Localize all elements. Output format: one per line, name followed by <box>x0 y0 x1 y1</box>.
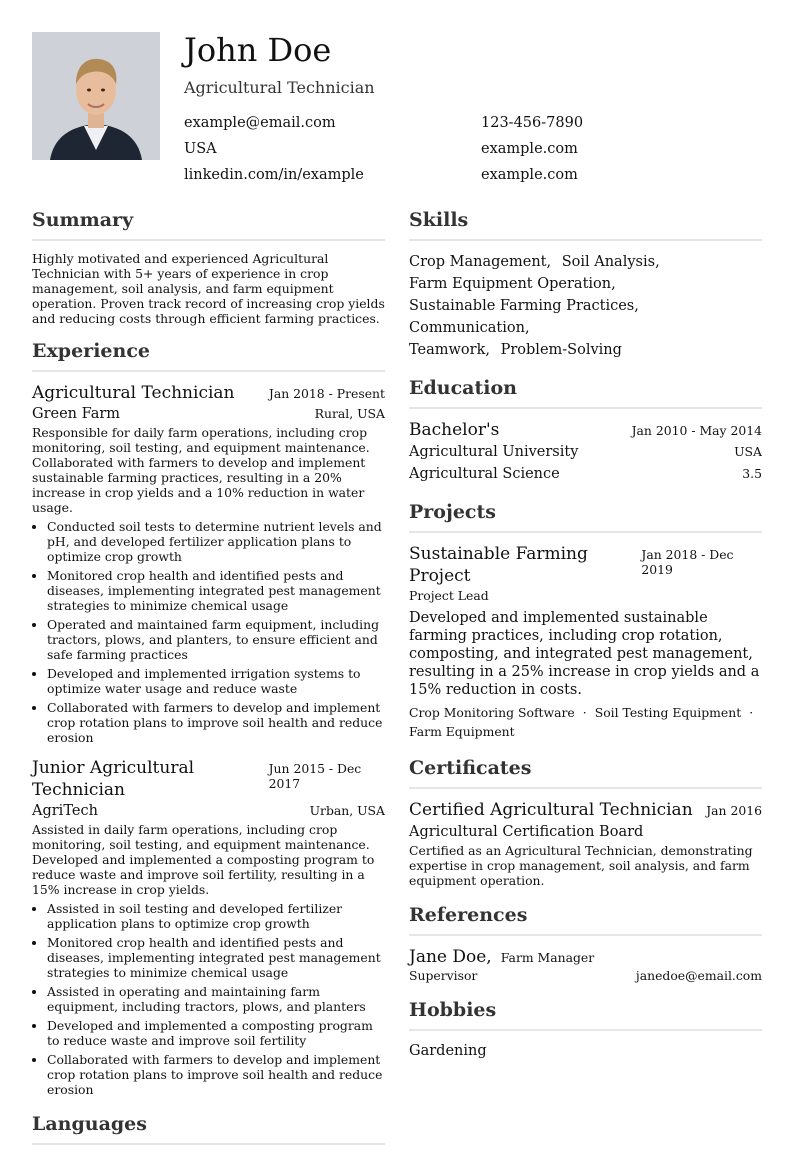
list-item: • Developed and implemented irrigation systems to optimize water usage and reduce waste <box>47 666 385 696</box>
skill-item: Crop Management, <box>409 254 552 270</box>
gpa: 3.5 <box>742 466 762 481</box>
section-heading: Experience <box>32 340 150 362</box>
job-entry <box>32 757 385 1097</box>
divider <box>32 239 385 241</box>
skill-item: Farm Equipment Operation, <box>409 276 616 292</box>
skill-item: Sustainable Farming Practices, <box>409 298 639 314</box>
profile-photo <box>32 32 160 160</box>
certificates-section <box>409 755 762 888</box>
divider <box>409 934 762 936</box>
linkedin-link[interactable]: linkedin.com/in/example <box>184 167 364 183</box>
section-heading: Summary <box>32 209 134 231</box>
languages-section <box>32 1111 385 1145</box>
reference-role: Farm Manager <box>500 950 595 965</box>
hobbies-section <box>409 997 762 1061</box>
website-link[interactable]: example.com <box>481 141 578 157</box>
hobby-item: Gardening <box>409 1043 487 1059</box>
right-column <box>409 207 762 1061</box>
job-title: Agricultural Technician <box>32 383 235 403</box>
skill-item: Communication, <box>409 320 530 336</box>
divider <box>409 787 762 789</box>
education-section <box>409 375 762 485</box>
certificate-date: Jan 2016 <box>706 803 762 818</box>
list-item: • Assisted in operating and maintaining farm equipment, including tractors, plows, and planters <box>47 984 385 1014</box>
education-date: Jan 2010 - May 2014 <box>631 423 762 438</box>
tech-item: Soil Testing Equipment <box>594 705 742 720</box>
phone[interactable]: 123-456-7890 <box>481 115 584 131</box>
left-column <box>32 207 385 1155</box>
tech-item: Farm Equipment <box>409 724 515 739</box>
divider <box>409 531 762 533</box>
divider <box>409 239 762 241</box>
person-portrait-icon <box>32 32 160 160</box>
job-location: Rural, USA <box>314 406 385 421</box>
job-location: Urban, USA <box>309 803 385 818</box>
skills-list <box>409 251 762 361</box>
field-of-study: Agricultural Science <box>409 466 560 482</box>
job-entry <box>32 382 385 745</box>
candidate-name: John Doe <box>184 31 332 69</box>
skill-item: Soil Analysis, <box>561 254 660 270</box>
job-bullets <box>32 901 385 1097</box>
divider <box>409 407 762 409</box>
list-item: • Conducted soil tests to determine nutrient levels and pH, and developed fertilizer application plans to optimize crop growth <box>47 519 385 564</box>
summary-section <box>32 207 385 326</box>
list-item: • Collaborated with farmers to develop and implement crop rotation plans to improve soil health and reduce erosion <box>47 700 385 745</box>
project-description: Developed and implemented sustainable farming practices, including crop rotation, composting, and integrated pest management, resulting in a 25% increase in crop yields and a 15% reduction in costs. <box>409 610 760 698</box>
section-heading: Skills <box>409 209 469 231</box>
section-heading: Certificates <box>409 757 532 779</box>
list-item: • Assisted in soil testing and developed fertilizer application plans to optimize crop growth <box>47 901 385 931</box>
location: USA <box>184 141 217 157</box>
section-heading: Languages <box>32 1113 147 1135</box>
company-name: AgriTech <box>32 803 98 819</box>
experience-section <box>32 338 385 1097</box>
certificate-org: Agricultural Certification Board <box>409 824 644 840</box>
project-title: Sustainable Farming Project <box>409 544 588 586</box>
reference-relation: Supervisor <box>409 968 478 983</box>
certificate-description: Certified as an Agricultural Technician, demonstrating expertise in crop management, soil analysis, and farm equipment operation. <box>409 843 753 888</box>
job-title: Junior Agricultural Technician <box>32 758 195 800</box>
job-date: Jan 2018 - Present <box>268 386 385 401</box>
institution: Agricultural University <box>409 444 579 460</box>
summary-text: Highly motivated and experienced Agricultural Technician with 5+ years of experience in crop management, soil analysis, and farm equipment operation. Proven track record of increasing crop yields and reducing costs through efficient farming practices. <box>32 251 385 326</box>
job-bullets <box>32 519 385 745</box>
email[interactable]: example@email.com <box>184 115 336 131</box>
reference-email[interactable]: janedoe@email.com <box>635 968 762 983</box>
company-name: Green Farm <box>32 406 121 422</box>
list-item: • Collaborated with farmers to develop and implement crop rotation plans to improve soil health and reduce erosion <box>47 1052 385 1097</box>
list-item: • Operated and maintained farm equipment, including tractors, plows, and planters, to ensure efficient and safe farming practices <box>47 617 385 662</box>
skill-item: Teamwork, <box>409 342 490 358</box>
education-location: USA <box>734 444 762 459</box>
section-heading: References <box>409 904 528 926</box>
projects-section <box>409 499 762 741</box>
project-date: Jan 2018 - Dec 2019 <box>641 547 734 577</box>
project-role: Project Lead <box>409 588 489 603</box>
divider <box>409 1029 762 1031</box>
tech-item: Crop Monitoring Software <box>409 705 575 720</box>
divider <box>32 1143 385 1145</box>
references-section <box>409 902 762 983</box>
candidate-title: Agricultural Technician <box>184 78 375 97</box>
job-date: Jun 2015 - Dec 2017 <box>268 761 362 791</box>
job-description: Responsible for daily farm operations, including crop monitoring, soil testing, and equipment maintenance. Collaborated with farmers to develop and implement sustainable farming practices, resulting in a 20% increase in crop yields and a 10% reduction in water usage. <box>32 425 370 515</box>
section-heading: Education <box>409 377 517 399</box>
section-heading: Projects <box>409 501 496 523</box>
degree: Bachelor's <box>409 420 500 440</box>
certificate-title: Certified Agricultural Technician <box>409 800 693 820</box>
list-item: • Developed and implemented a composting program to reduce waste and improve soil fertility <box>47 1018 385 1048</box>
job-description: Assisted in daily farm operations, including crop monitoring, soil testing, and equipment maintenance. Developed and implemented a composting program to reduce waste and improve soil fertility, resulting in a 15% increase in crop yields. <box>32 822 375 897</box>
list-item: • Monitored crop health and identified pests and diseases, implementing integrated pest management strategies to minimize chemical usage <box>47 568 385 613</box>
skill-item: Problem-Solving <box>500 342 622 358</box>
divider <box>32 370 385 372</box>
project-tech-list: Crop Monitoring Software · Soil Testing Equipment · Farm Equipment <box>409 705 754 739</box>
website-link-secondary[interactable]: example.com <box>481 167 578 183</box>
skills-section <box>409 207 762 361</box>
list-item: • Monitored crop health and identified pests and diseases, implementing integrated pest management strategies to minimize chemical usage <box>47 935 385 980</box>
section-heading: Hobbies <box>409 999 497 1021</box>
reference-name: Jane Doe, <box>409 947 492 967</box>
